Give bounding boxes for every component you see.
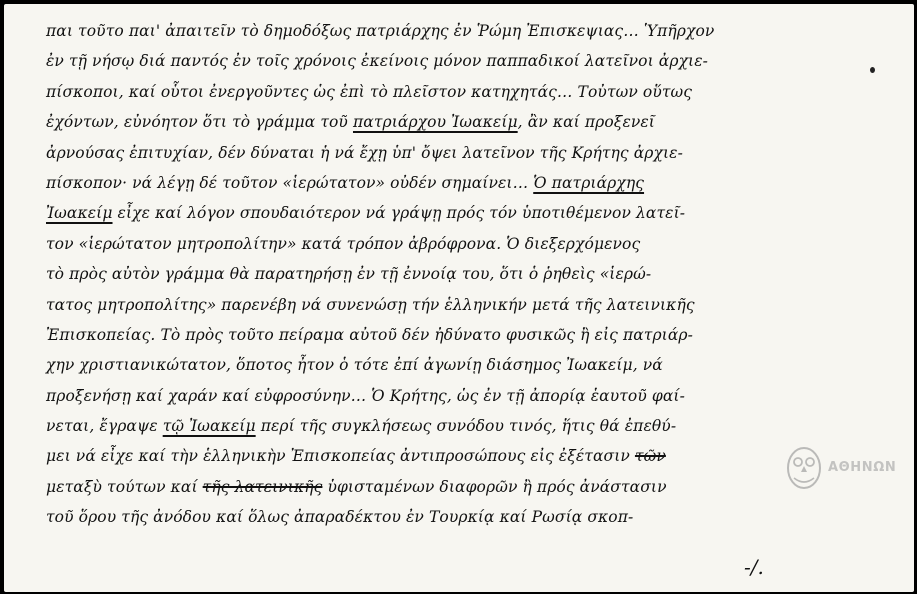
watermark-label: ΑΘΗΝΩΝ	[828, 459, 897, 475]
archive-watermark	[784, 444, 896, 490]
manuscript-line	[46, 441, 866, 471]
underlined-name-patriarch: Ὁ πατριάρχης	[533, 173, 645, 192]
manuscript-line: τατος μητροπολίτης» παρενέβη νά συνενώσῃ τήν ἑλληνικήν μετά τῆς λατεινικῆς	[46, 295, 695, 314]
manuscript-line: παι τοῦτο παι' ἀπαιτεῖν τὸ δημοδόξως πατριάρχης ἐν Ῥώμη Ἐπισκεψιας… Ὑπῆρχον	[46, 22, 715, 40]
manuscript-line: τοῦ ὅρου τῆς ἀνόδου καί ὅλως ἀπαραδέκτου ἐν Τουρκίᾳ καί Ρωσίᾳ σκοπ-	[46, 508, 634, 527]
manuscript-text	[46, 16, 866, 533]
line-text: νεται,	[46, 417, 95, 436]
line-text: μεταξὺ τούτων καί	[46, 477, 198, 496]
manuscript-line	[46, 411, 866, 441]
manuscript-line	[46, 168, 866, 198]
line-text: ὑφισταμένων διαφορῶν ἢ πρός ἀνάστασιν	[327, 477, 667, 496]
manuscript-line: ἐν τῇ νήσῳ διά παντός ἐν τοῖς χρόνοις ἐκείνοις μόνον παππαδικοί λατεῖνοι ἀρχιε-	[46, 52, 708, 71]
manuscript-line: Ἐπισκοπείας. Τὸ πρὸς τοῦτο πείραμα αὐτοῦ δέν ἠδύνατο φυσικῶς ἢ εἰς πατριάρ-	[46, 325, 693, 344]
manuscript-line	[46, 107, 866, 137]
ink-dot	[870, 67, 875, 73]
struck-word: τῶν	[634, 447, 666, 466]
manuscript-line	[46, 198, 866, 228]
line-text: μει νά εἶχε καί τὴν ἑλληνικὴν Ἐπισκοπείας ἀντιπροσώπους εἰς ἐξέτασιν	[46, 447, 630, 466]
manuscript-line	[46, 472, 866, 502]
line-text: εἶχε καί λόγον σπουδαιότερον νά γράψῃ πρός τόν ὑποτιθέμενον λατεῖ-	[117, 204, 686, 223]
manuscript-line: χην χριστιανικώτατον, ὅποτος ἦτον ὁ τότε ἐπί ἀγωνίῃ διάσημος Ἰωακείμ, νά	[46, 356, 663, 375]
manuscript-page	[4, 4, 914, 592]
continuation-mark: -/.	[744, 555, 764, 579]
line-text: ἐχόντων, εὐνόητον ὅτι τὸ γράμμα τοῦ	[46, 113, 348, 132]
line-text: πίσκοπον· νά λέγῃ δέ τοῦτον «ἱερώτατον» οὐδέν σημαίνει…	[46, 173, 529, 192]
line-text: περί τῆς συγκλήσεως συνόδου τινός, ἥτις θά ἐπεθύ-	[260, 417, 677, 436]
line-text: , ἂν καί προξενεῖ	[517, 113, 655, 132]
manuscript-line: τὸ πρὸς αὐτὸν γράμμα θὰ παρατηρήσῃ ἐν τῇ ἐννοίᾳ του, ὅτι ὁ ῥηθεὶς «ἱερώ-	[46, 265, 652, 284]
manuscript-line: πίσκοποι, καί οὗτοι ἐνεργοῦντες ὡς ἐπὶ τὸ πλεῖστον κατηχητάς… Τοὐτων οὕτως	[46, 82, 693, 101]
manuscript-line: ἀρνούσας ἐπιτυχίαν, δέν δύναται ἡ νά ἔχῃ ὑπ' ὄψει λατεῖνον τῆς Κρήτης ἀρχιε-	[46, 143, 683, 162]
underlined-name-joachim: Ἰωακείμ	[46, 204, 113, 223]
manuscript-line: τον «ἱερώτατον μητροπολίτην» κατά τρόπον ἀβρόφρονα. Ὁ διεξερχόμενος	[46, 234, 641, 253]
manuscript-line: προξενήσῃ καί χαράν καί εὐφροσύνην… Ὁ Κρήτης, ὡς ἐν τῇ ἀπορίᾳ ἑαυτοῦ φαί-	[46, 386, 685, 405]
struck-phrase: τῆς λατεινικῆς	[202, 477, 323, 496]
underlined-name-joachim: τῷ Ἰωακείμ	[162, 417, 256, 436]
underlined-name-patriarch: πατριάρχου Ἰωακείμ	[352, 113, 518, 132]
line-text: ἔγραψε	[99, 417, 158, 436]
owl-seal-icon	[784, 444, 824, 490]
